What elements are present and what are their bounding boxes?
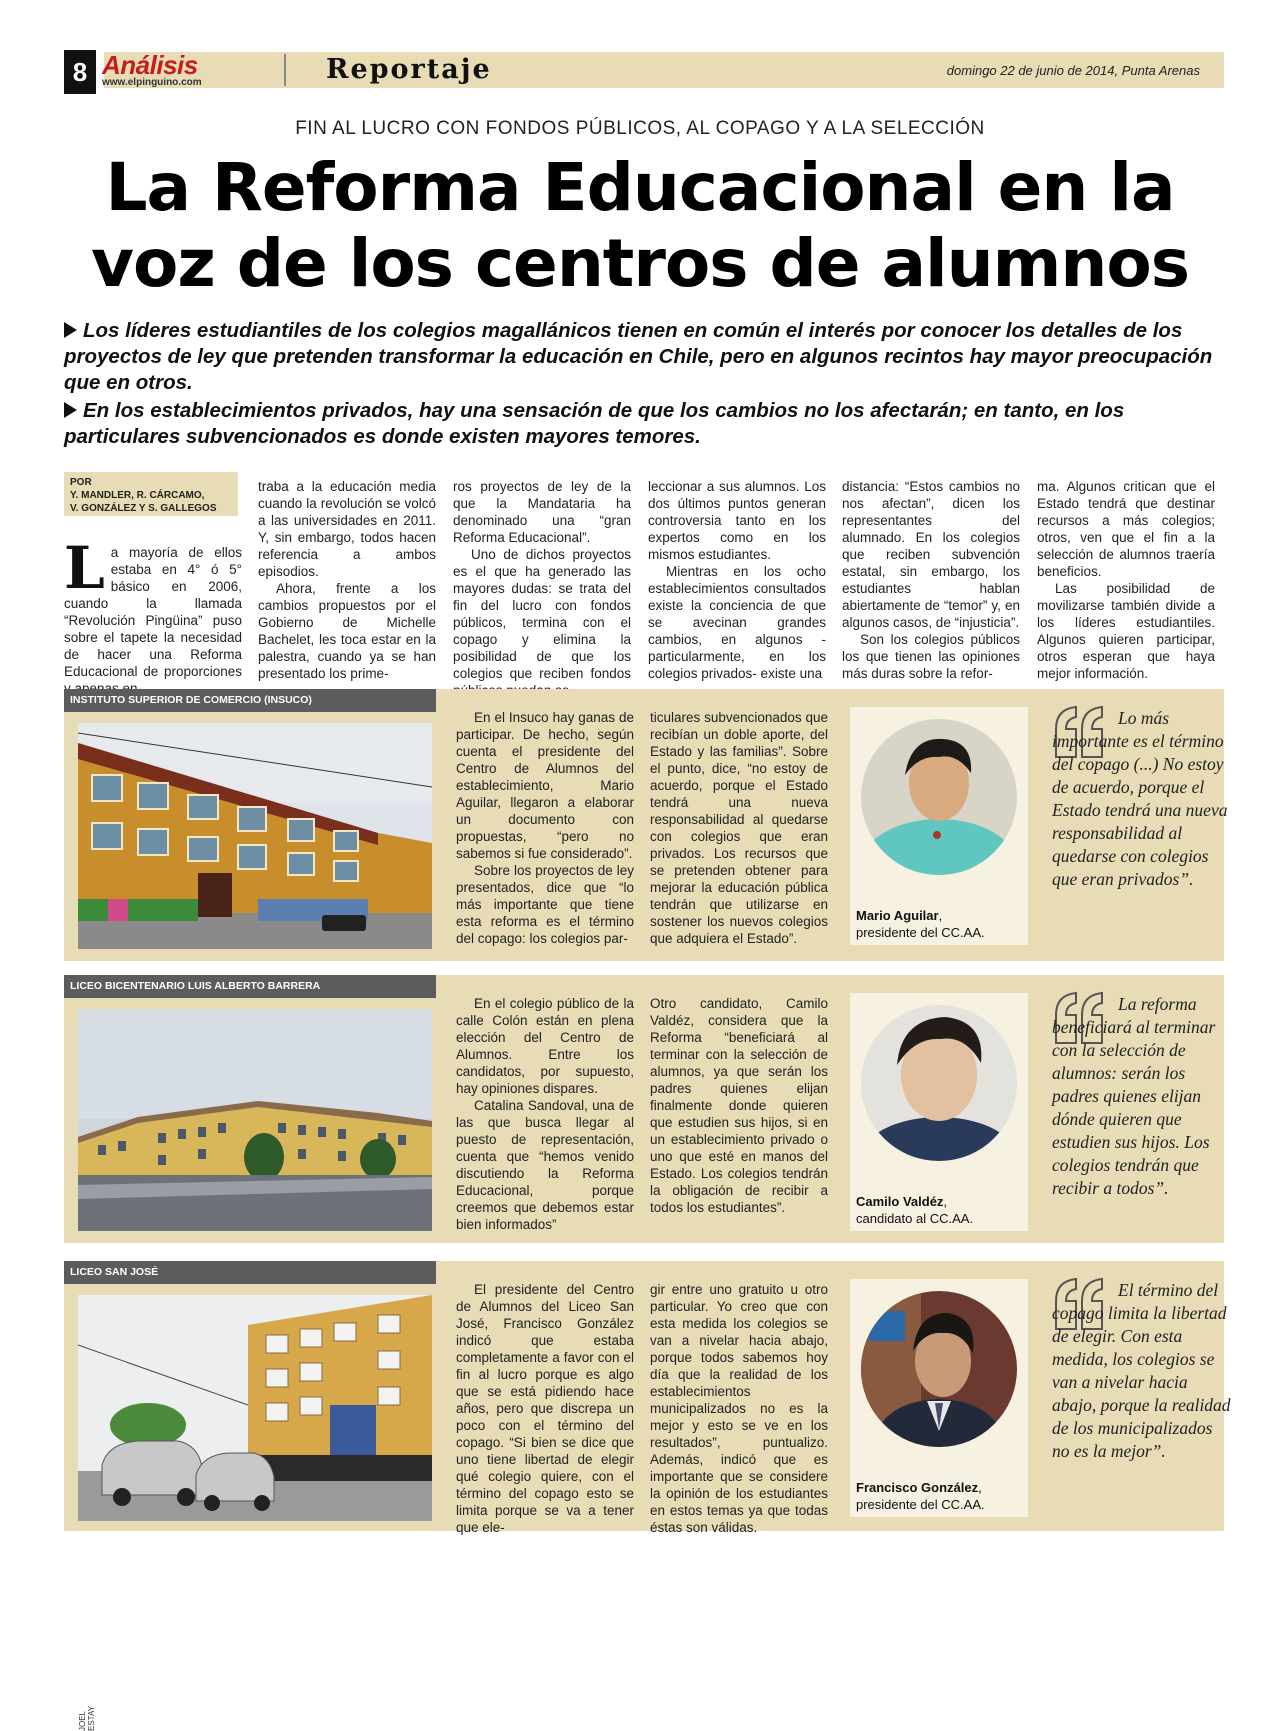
body-column-3 [453,478,631,699]
column-4-para-2: Mientras en los ocho establecimientos consultados existe la conciencia de que se avecinan grandes cambios, en algunos -particularmente, en los colegios privados- existe una [648,564,826,681]
school-building-photo [78,1009,432,1231]
column-3-para-2: Uno de dichos proyectos es el que ha generado las mayores dudas: se trata del fin del lucro con fondos públicos, termina con el copago y elimina la posibilidad de que los colegios que reciben fondos [453,547,631,681]
photo-credit-wrap [78,1531,96,1731]
masthead-divider [284,54,286,86]
headline [60,150,1220,302]
portrait-card [850,1279,1028,1517]
portrait-caption: Mario Aguilar, presidente del CC.AA. [856,908,985,940]
school-tag: LICEO BICENTENARIO LUIS ALBERTO BARRERA [64,975,436,998]
column-6-para-2: Las posibilidad de movilizarse también divide a los líderes estudiantiles. Algunos quieren participar, otros esperan que haya mejor información. [1037,581,1215,681]
triangle-bullet-icon [64,402,77,418]
pull-quote: Lo más importante es el término del copago (...) No estoy de acuerdo, porque el Estado tendrá una nueva responsabilidad al quedarse con colegios que eran privados”. [1052,708,1228,889]
pull-quote: El término del copago limita la libertad de elegir. Con esta medida, los colegios se van a nivelar hacia abajo, porque la realidad de los municipalizados no es la mejor”. [1052,1280,1231,1461]
feature-2-text-a [456,995,634,1233]
student-portrait-photo [861,1005,1017,1161]
portrait-caption: Francisco González, presidente del CC.AA. [856,1480,985,1512]
person-name: Francisco González [856,1480,979,1495]
column-5-para-2: Son los colegios públicos los que tienen las opiniones más duras sobre la refor- [842,632,1020,681]
drop-cap: L [64,534,105,602]
headline-line-1: La Reforma Educacional en la [105,149,1175,226]
column-2-para-1: traba a la educación media cuando la revolución se volcó a las universidades en 2011. Y, sin embargo, todos hacen referencia a ambos episodios. [258,479,436,579]
feature-1-para-1: En el Insuco hay ganas de participar. De hecho, según cuenta el presidente del Centro de Alumnos del establecimiento, Mario Aguilar, llegaron a elaborar un documento con propuestas, “pero no sabemos si fue considerado”. [456,710,634,861]
column-3-para-1: ros proyectos de ley de la que la Mandataria ha denominado una “gran Reforma Educacional”. [453,479,631,545]
school-building-photo [78,1295,432,1521]
student-portrait-photo [861,719,1017,875]
feature-2-para-1: En el colegio público de la calle Colón están en plena elección del Centro de Alumnos. Entre los candidatos, por supuesto, hay opiniones dispares. [456,996,634,1096]
person-name: Mario Aguilar [856,908,939,923]
column-5-para-1: distancia: “Estos cambios no nos afectan”, dicen los representantes del alumnado. En los colegios que reciben subvención estatal, sin embargo, los estudiantes hablan abiertamente de “temor” y, en algunos casos, de “injusticia”. [842,479,1020,630]
page-number: 8 [64,50,96,94]
feature-1-text-a [456,709,634,947]
body-column-5 [842,478,1020,682]
photo-credit: JOEL ESTAY [78,1705,96,1731]
feature-3-para-1: El presidente del Centro de Alumnos del Liceo San José, Francisco González indicó que estaba completamente a favor con el fin al lucro porque es algo que se está pidiendo hace años, pero que discrepa un poco con el término del copago. “Si bien se dice que uno tiene libertad de elegir qué colegio quiere, con el término del copago esto se limita porque se va a tener que ele- [456,1282,634,1535]
body-column-6 [1037,478,1215,682]
school-tag: INSTITUTO SUPERIOR DE COMERCIO (INSUCO) [64,689,436,712]
pull-quote: La reforma beneficiará al terminar con la selección de alumnos: serán los padres quienes elijan dónde quieren que estudien sus hijos. Los colegios tendrán que recibir a todos”. [1052,994,1216,1198]
logo-word: Análisis [102,50,198,80]
column-6-para-1: ma. Algunos critican que el Estado tendrá que destinar recursos a más colegios; otros, ven que el fin a la selección de alumnos traería beneficios. [1037,479,1215,579]
portrait-caption: Camilo Valdéz, candidato al CC.AA. [856,1194,974,1226]
column-2-para-2: Ahora, frente a los cambios propuestos por el Gobierno de Michelle Bachelet, les toca estar en la palestra, cuando ya se han presentado los prime- [258,581,436,681]
body-column-2 [258,478,436,682]
feature-2-text-b: Otro candidato, Camilo Valdéz, considera que la Reforma “beneficiará al terminar con la selección de alumnos, ya que serán los padres quienes elijan finalmente donde quieren que estudien sus hijos, si en un establecimiento privado o uno que esté en manos del Estado. Los colegios tendrán la obligación de recibir a todos los estudiantes”. [650,996,828,1215]
column-4-para-1: leccionar a sus alumnos. Los dos últimos puntos generan controversia tanto en los expertos como en los mismos estudiantes. [648,479,826,562]
byline-label: POR [70,477,92,488]
feature-3-text-b: gir entre uno gratuito u otro particular. Yo creo que con esta medida los colegios se van a nivelar hacia abajo, porque todos sabemos hoy día que la realidad de los establecimientos municipalizados no es la mejor y esto se ve en los resultados”, puntualizo. Además, indicó que es importante que se considere la opinión de los estudiantes en estos temas ya que todas éstas son válidas. [650,1282,828,1535]
portrait-card [850,993,1028,1231]
lead-1-text: Los líderes estudiantiles de los colegios magallánicos tienen en común el interés por conocer los detalles de los proyectos de ley que pretenden transformar la educación en Chile, pero en algunos recintos hay mayor preocupación que en otros. [64,319,1213,394]
logo-url: www.elpinguino.com [102,77,202,88]
lead-paragraph-1 [64,318,1224,396]
section-name: Reportaje [326,54,492,85]
kicker: FIN AL LUCRO CON FONDOS PÚBLICOS, AL COPAGO Y A LA SELECCIÓN [295,118,985,139]
school-building-photo [78,723,432,949]
student-portrait-photo [861,1291,1017,1447]
column-1-text: a mayoría de ellos estaba en 4° ó 5° básico en 2006, cuando la llamada “Revolución Pingüina” puso sobre el tapete la necesidad de hacer una Reforma Educacional de proporciones [64,545,242,679]
feature-3-text-a [456,1281,634,1536]
byline-names-2: V. GONZÁLEZ Y S. GALLEGOS [70,503,217,514]
lead-paragraph-2 [64,398,1224,450]
body-column-1 [64,534,242,697]
person-role: candidato al CC.AA. [856,1211,974,1226]
person-name: Camilo Valdéz [856,1194,944,1209]
portrait-card [850,707,1028,945]
byline-names-1: Y. MANDLER, R. CÁRCAMO, [70,490,205,501]
lead-2-text: En los establecimientos privados, hay una sensación de que los cambios no los afectarán; en tanto, en los particulares subvencionados es donde existen mayores temores. [64,399,1125,448]
person-role: presidente del CC.AA. [856,925,985,940]
dateline: domingo 22 de junio de 2014, Punta Arenas [946,63,1200,78]
headline-line-2: voz de los centros de alumnos [90,225,1190,302]
triangle-bullet-icon [64,322,77,338]
newspaper-logo[interactable] [102,50,222,90]
feature-1-para-2: Sobre los proyectos de ley presentados, dice que “lo más importante que tiene esta reforma es el término del copago: los colegios par- [456,863,634,946]
byline [64,472,238,516]
person-role: presidente del CC.AA. [856,1497,985,1512]
feature-insuco [64,689,1228,961]
school-tag: LICEO SAN JOSÉ [64,1261,436,1284]
masthead [64,48,1224,94]
feature-liceo-san-jose [64,1261,1231,1731]
feature-1-text-b: ticulares subvencionados que recibían un doble aporte, del Estado y las familias”. Sobre el punto, dice, “no estoy de acuerdo, porque el Estado tendrá una nueva responsabilidad al quedarse con colegios que eran privados. Los recursos que se pretenden obtener para mejorar la educación pública tendrán que utilizarse en sostener los nuevos colegios que adquiera el Estado”. [650,710,828,946]
body-column-4 [648,478,826,682]
feature-2-para-2: Catalina Sandoval, una de las que busca llegar al puesto de representación, cuenta que “hemos venido discutiendo la Reforma Educacional, porque creemos que debemos estar bien informados” [456,1098,634,1232]
feature-liceo-bicentenario [64,975,1224,1243]
